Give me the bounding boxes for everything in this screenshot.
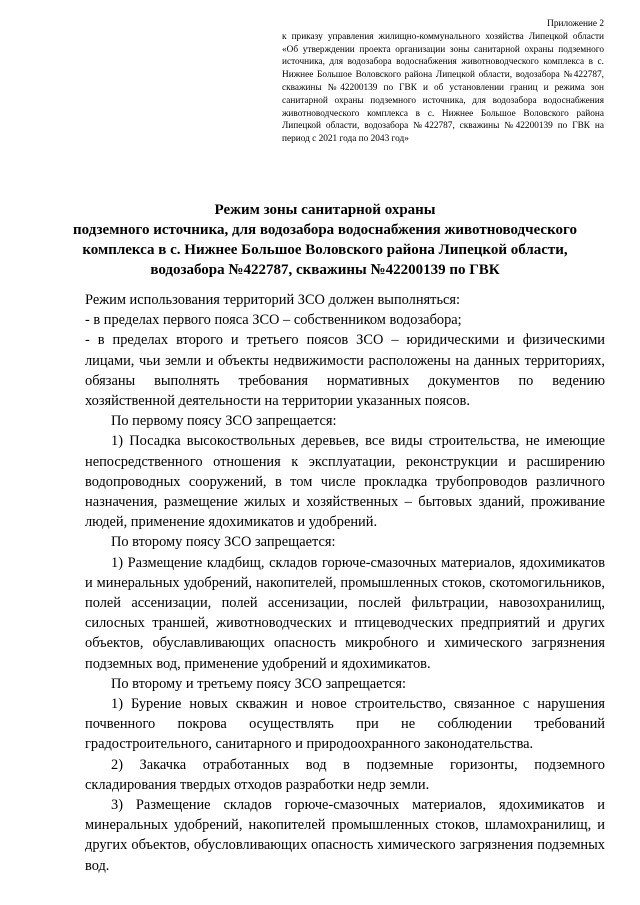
paragraph: - в пределах второго и третьего поясов ЗСО – юридическими и физическими лицами, чьи земли и объекты недвижимости расположены на данных территориях, обязаны выполнять требования нормативных документов по ведению хозяйственной деятельности на территории указанных поясов. [85,332,605,410]
appendix-text: к приказу управления жилищно-коммунального хозяйства Липецкой области «Об утверждении проекта организации зоны санитарной охраны подземного источника, для водозабора водоснабжения животноводческого комплекса в с. Нижнее Большое Воловского района Липецкой области, водозабора №422787, скважины №42200139 по ГВК и об установлении границ и режима зон санитарной охраны подземного источника, для водозабора водоснабжения животноводческого комплекса в с. Нижнее Большое Воловского района Липецкой области, водозабора №422787, скважины №42200139 по ГВК на период с 2021 года по 2043 год» [282,31,604,145]
section-heading: По второму и третьему поясу ЗСО запрещается: [111,675,406,692]
title-line-2: подземного источника, для водозабора водоснабжения животноводческого комплекса в с. Нижнее Большое Воловского района Липецкой области, водозабора №422787, скважины №42200139 по ГВК [73,222,577,278]
paragraph: 2) Закачка отработанных вод в подземные горизонты, подземного складирования твердых отходов разработки недр земли. [85,756,605,793]
paragraph: Режим использования территорий ЗСО должен выполняться: [85,292,461,308]
title-line-1: Режим зоны санитарной охраны [214,202,436,218]
paragraph: 1) Размещение кладбищ, складов горюче-смазочных материалов, ядохимикатов и минеральных удобрений, накопителей, промышленных стоков, скотомогильников, полей ассенизации, полей ассенизации, послей фильтрации, навозохранилищ, силосных траншей, животноводческих и птицеводческих предприятий и других объектов, обуславливающих опасность микробного и химического загрязнения подземных вод, применение удобрений и ядохимикатов. [85,554,605,672]
paragraph: 1) Бурение новых скважин и новое строительство, связанное с нарушения почвенного покрова осуществлять при не соблюдении требований градостроительного, санитарного и природоохранного законодательства. [85,696,605,753]
document-body [85,290,605,876]
appendix-label: Приложение 2 [547,19,604,29]
paragraph: 3) Размещение складов горюче-смазочных материалов, ядохимикатов и минеральных удобрений, накопителей промышленных стоков, шламохранилищ, и других объектов, обусловливающих опасность химического загрязнения подземных вод. [85,797,605,874]
appendix-block [282,18,604,146]
section-heading: По второму поясу ЗСО запрещается: [111,534,336,551]
paragraph: - в пределах первого пояса ЗСО – собственником водозабора; [85,312,462,329]
section-heading: По первому поясу ЗСО запрещается: [111,413,337,430]
paragraph: 1) Посадка высокоствольных деревьев, все виды строительства, не имеющие непосредственного отношения к эксплуатации, реконструкции и расширению водопроводных сооружений, в том числе прокладка трубопроводов различного назначения, размещение жилых и хозяйственных – бытовых зданий, проживание людей, применение ядохимикатов и удобрений. [85,433,605,531]
document-title [60,200,590,280]
